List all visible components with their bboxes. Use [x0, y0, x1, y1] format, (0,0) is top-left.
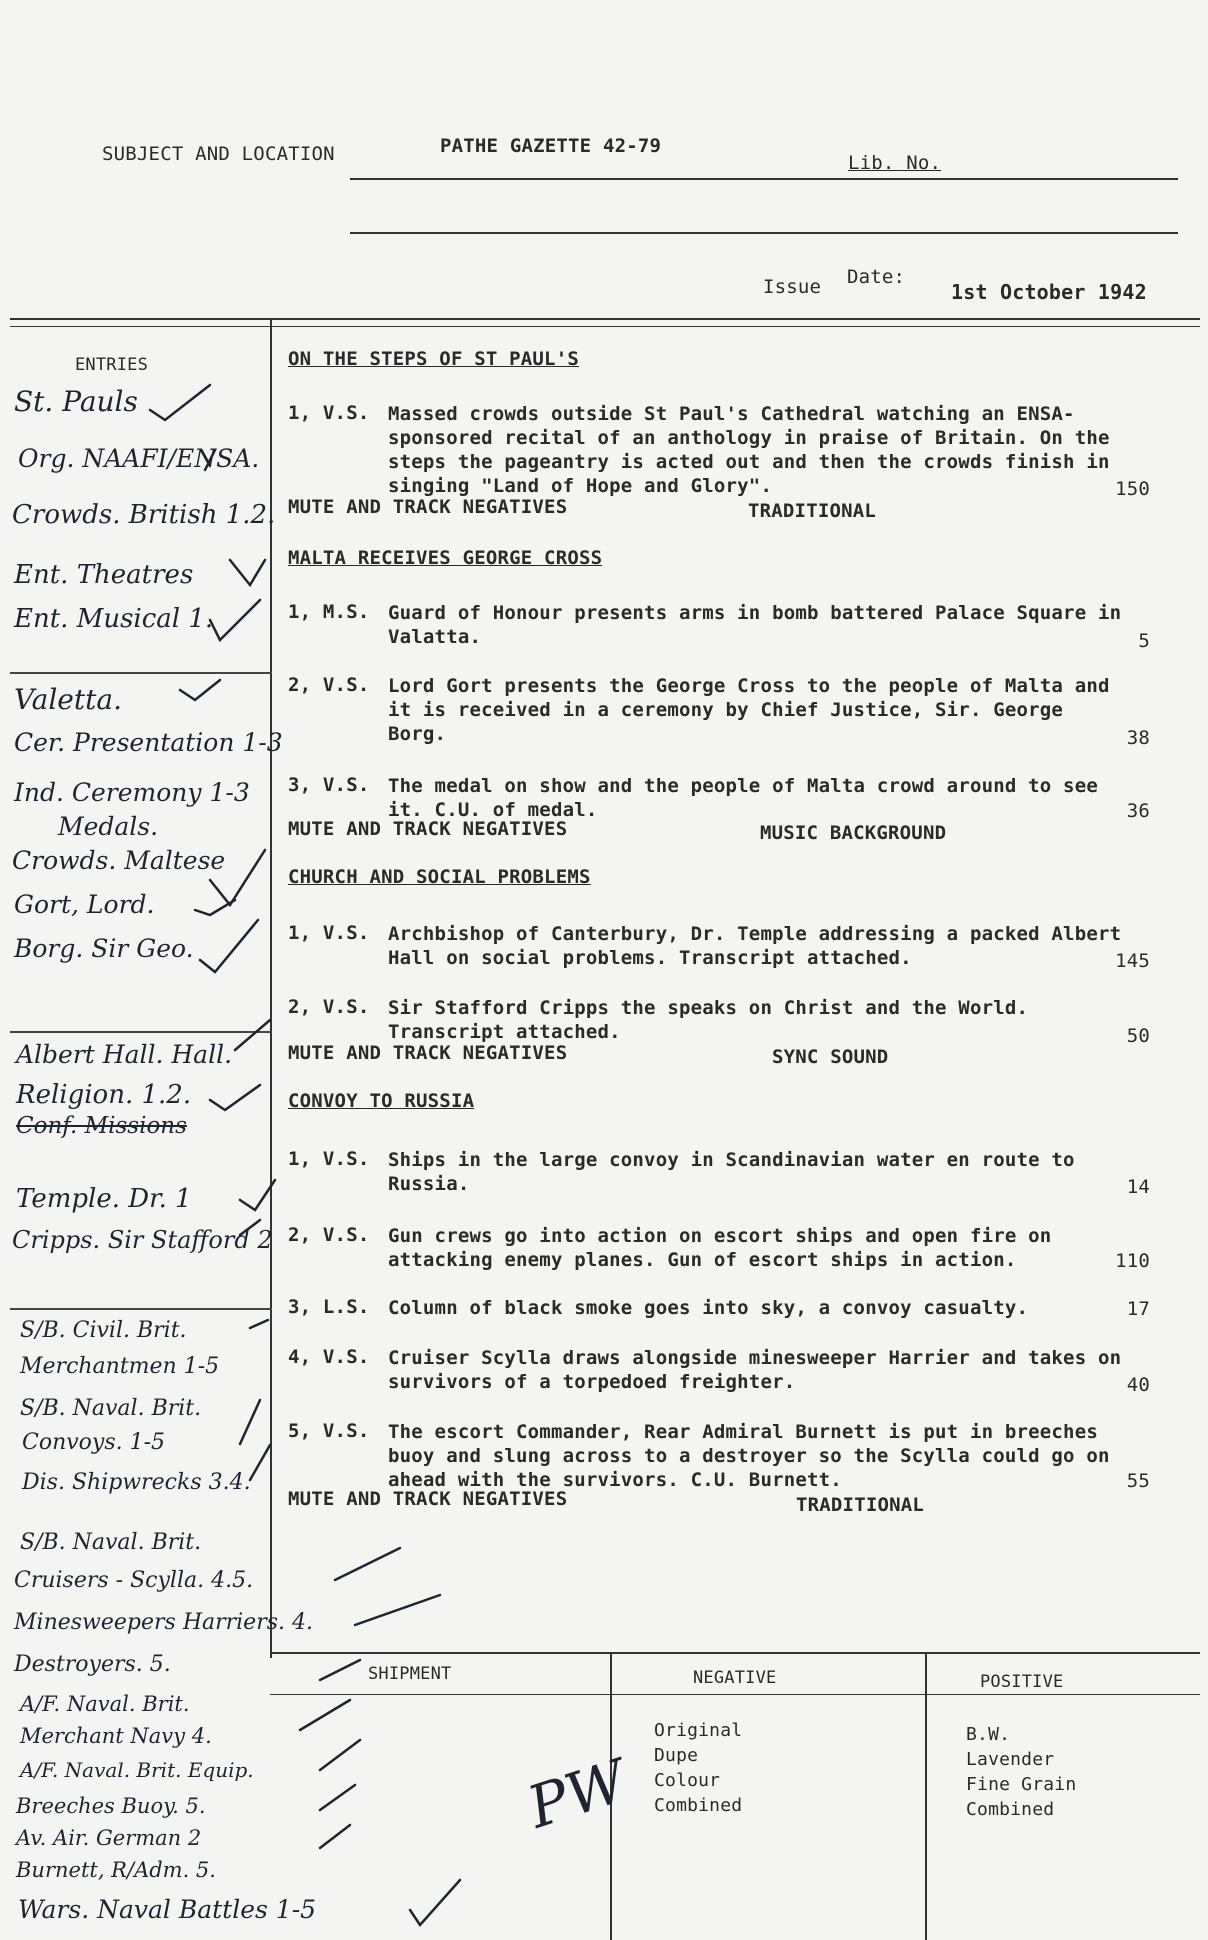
negative-option: Dupe	[654, 1745, 699, 1766]
shot-number: 1, M.S.	[288, 601, 370, 623]
shot-number: 1, V.S.	[288, 922, 370, 944]
check-mark-icon	[205, 450, 215, 470]
check-mark-icon	[200, 920, 258, 972]
entries-label: ENTRIES	[75, 355, 149, 375]
handwritten-entry: Av. Air. German 2	[16, 1826, 202, 1850]
handwritten-entry: Cer. Presentation 1-3	[14, 728, 283, 757]
handwritten-entry: Org. NAAFI/ENSA.	[18, 444, 260, 473]
check-mark-icon	[240, 1220, 260, 1235]
shot-number: 4, V.S.	[288, 1346, 370, 1368]
check-mark-icon	[150, 385, 210, 420]
handwritten-entry: Minesweepers Harriers. 4.	[14, 1610, 313, 1635]
shot-description: The escort Commander, Rear Admiral Burnett is put in breeches buoy and slung across to a destroyer so the Scylla could go on ahead with the survivors. C.U. Burnett.	[388, 1421, 1110, 1491]
handwritten-entry: Ent. Theatres	[14, 560, 194, 590]
check-mark-icon	[180, 680, 220, 700]
negative-label: NEGATIVE	[693, 1668, 777, 1688]
handwritten-entry: Merchant Navy 4.	[20, 1724, 212, 1748]
shot-description: Cruiser Scylla draws alongside minesweeper Harrier and takes on survivors of a torpedoed freighter.	[388, 1347, 1122, 1393]
negative-option: Colour	[654, 1770, 721, 1791]
check-mark-icon	[320, 1785, 355, 1810]
handwritten-entry: S/B. Naval. Brit.	[20, 1530, 202, 1555]
check-mark-icon	[355, 1595, 440, 1625]
positive-option: Combined	[966, 1799, 1055, 1820]
sound-note: TRADITIONAL	[748, 500, 877, 522]
check-mark-icon	[210, 1085, 260, 1110]
shot-description: Gun crews go into action on escort ships and open fire on attacking enemy planes. Gun of escort ships in action.	[388, 1225, 1052, 1271]
check-mark-icon	[240, 1400, 260, 1444]
handwritten-entry: Gort, Lord.	[14, 890, 155, 919]
positive-option: B.W.	[966, 1724, 1011, 1745]
shot-number: 2, V.S.	[288, 674, 370, 696]
check-mark-icon	[320, 1660, 360, 1680]
handwritten-entry: S/B. Civil. Brit.	[20, 1318, 187, 1343]
handwritten-entry: Breeches Buoy. 5.	[16, 1794, 206, 1818]
negatives-credit: MUTE AND TRACK NEGATIVES	[288, 1488, 568, 1510]
shot-footage: 38	[1126, 727, 1150, 749]
handwritten-entry: Merchantmen 1-5	[20, 1354, 220, 1379]
handwritten-entry: Crowds. British 1.2.	[12, 500, 276, 530]
handwritten-entry: Cripps. Sir Stafford 2	[12, 1226, 273, 1254]
shot-number: 2, V.S.	[288, 996, 370, 1018]
shot-footage: 150	[1115, 478, 1150, 500]
shot-footage: 145	[1115, 950, 1150, 972]
shot-footage: 50	[1126, 1025, 1150, 1047]
story-title: CONVOY TO RUSSIA	[288, 1090, 475, 1112]
handwritten-entry: Borg. Sir Geo.	[14, 934, 194, 963]
date-label: Date:	[847, 266, 906, 288]
handwritten-entry: Crowds. Maltese	[12, 846, 226, 875]
check-mark-icon	[410, 1880, 460, 1925]
handwritten-entry: Convoys. 1-5	[22, 1430, 166, 1455]
shot-footage: 110	[1115, 1250, 1150, 1272]
handwritten-entry: Albert Hall. Hall.	[16, 1040, 233, 1069]
positive-option: Lavender	[966, 1749, 1055, 1770]
handwritten-entry: Ent. Musical 1.	[14, 604, 214, 634]
handwritten-entry: Dis. Shipwrecks 3.4.	[22, 1470, 251, 1495]
sound-note: SYNC SOUND	[772, 1046, 889, 1068]
shot-footage: 55	[1126, 1470, 1150, 1492]
shot-footage: 36	[1126, 800, 1150, 822]
lib-no-label: Lib. No.	[848, 152, 942, 174]
check-mark-icon	[210, 850, 265, 905]
initials-signature: PW	[519, 1746, 635, 1842]
check-mark-icon	[320, 1825, 350, 1848]
positive-label: POSITIVE	[980, 1672, 1064, 1692]
check-mark-icon	[235, 1020, 270, 1050]
check-mark-icon	[300, 1700, 350, 1730]
check-mark-icon	[195, 900, 235, 915]
handwritten-entry: Temple. Dr. 1	[16, 1184, 192, 1214]
handwritten-entry: Valetta.	[14, 683, 122, 716]
story-title: MALTA RECEIVES GEORGE CROSS	[288, 547, 603, 569]
shot-footage: 14	[1126, 1176, 1150, 1198]
handwritten-entry: A/F. Naval. Brit.	[20, 1692, 190, 1716]
handwritten-entry: Medals.	[58, 812, 159, 841]
shot-description: Column of black smoke goes into sky, a convoy casualty.	[388, 1297, 1029, 1319]
negative-option: Combined	[654, 1795, 743, 1816]
positive-option: Fine Grain	[966, 1774, 1077, 1795]
handwritten-entry: Conf. Missions	[16, 1113, 187, 1139]
story-title: CHURCH AND SOCIAL PROBLEMS	[288, 866, 591, 888]
check-mark-icon	[320, 1740, 360, 1770]
negatives-credit: MUTE AND TRACK NEGATIVES	[288, 818, 568, 840]
shot-description: Archbishop of Canterbury, Dr. Temple addressing a packed Albert Hall on social problems. Transcript attached.	[388, 923, 1122, 969]
negatives-credit: MUTE AND TRACK NEGATIVES	[288, 496, 568, 518]
handwritten-entry: Burnett, R/Adm. 5.	[16, 1858, 216, 1882]
negatives-credit: MUTE AND TRACK NEGATIVES	[288, 1042, 568, 1064]
negative-option: Original	[654, 1720, 743, 1741]
handwritten-entry: Religion. 1.2.	[16, 1080, 192, 1110]
sound-note: MUSIC BACKGROUND	[760, 822, 947, 844]
shot-number: 1, V.S.	[288, 1148, 370, 1170]
check-mark-icon	[210, 600, 260, 640]
shot-number: 5, V.S.	[288, 1420, 370, 1442]
check-mark-icon	[230, 560, 265, 585]
sound-note: TRADITIONAL	[796, 1494, 925, 1516]
shot-number: 1, V.S.	[288, 402, 370, 424]
shot-description: Lord Gort presents the George Cross to the people of Malta and it is received in a ceremony by Chief Justice, Sir. George Borg.	[388, 675, 1110, 745]
handwritten-entry: Destroyers. 5.	[14, 1652, 171, 1677]
check-mark-icon	[335, 1548, 400, 1580]
handwritten-entry: Cruisers - Scylla. 4.5.	[14, 1568, 254, 1593]
handwritten-entry: St. Pauls	[14, 385, 138, 418]
story-title: ON THE STEPS OF ST PAUL'S	[288, 348, 579, 370]
shot-footage: 5	[1138, 630, 1150, 652]
check-mark-icon	[250, 1445, 270, 1480]
issue-label: Issue	[763, 276, 822, 298]
shot-description: Massed crowds outside St Paul's Cathedral watching an ENSA-sponsored recital of an anthology in praise of Britain. On the steps the pageantry is acted out and then the crowds finish in singing "Land of Hope and Glory".	[388, 403, 1110, 497]
shot-footage: 40	[1126, 1374, 1150, 1396]
handwritten-entry: A/F. Naval. Brit. Equip.	[20, 1758, 254, 1782]
shot-description: The medal on show and the people of Malta crowd around to see it. C.U. of medal.	[388, 775, 1098, 821]
gazette-reference: PATHE GAZETTE 42-79	[440, 135, 662, 157]
handwritten-entry: Wars. Naval Battles 1-5	[18, 1895, 317, 1924]
shipment-label: SHIPMENT	[368, 1664, 452, 1684]
shot-description: Sir Stafford Cripps the speaks on Christ and the World. Transcript attached.	[388, 997, 1029, 1043]
check-mark-icon	[250, 1320, 268, 1328]
check-mark-icon	[240, 1180, 275, 1210]
handwritten-entry: S/B. Naval. Brit.	[20, 1396, 202, 1421]
handwritten-entry: Ind. Ceremony 1-3	[14, 778, 250, 807]
shot-footage: 17	[1126, 1298, 1150, 1320]
shot-number: 3, L.S.	[288, 1296, 370, 1318]
shot-number: 2, V.S.	[288, 1224, 370, 1246]
issue-date: 1st October 1942	[951, 280, 1147, 304]
shot-number: 3, V.S.	[288, 774, 370, 796]
shot-description: Ships in the large convoy in Scandinavian water en route to Russia.	[388, 1149, 1075, 1195]
subject-location-label: SUBJECT AND LOCATION	[102, 143, 335, 165]
shot-description: Guard of Honour presents arms in bomb battered Palace Square in Valatta.	[388, 602, 1122, 648]
